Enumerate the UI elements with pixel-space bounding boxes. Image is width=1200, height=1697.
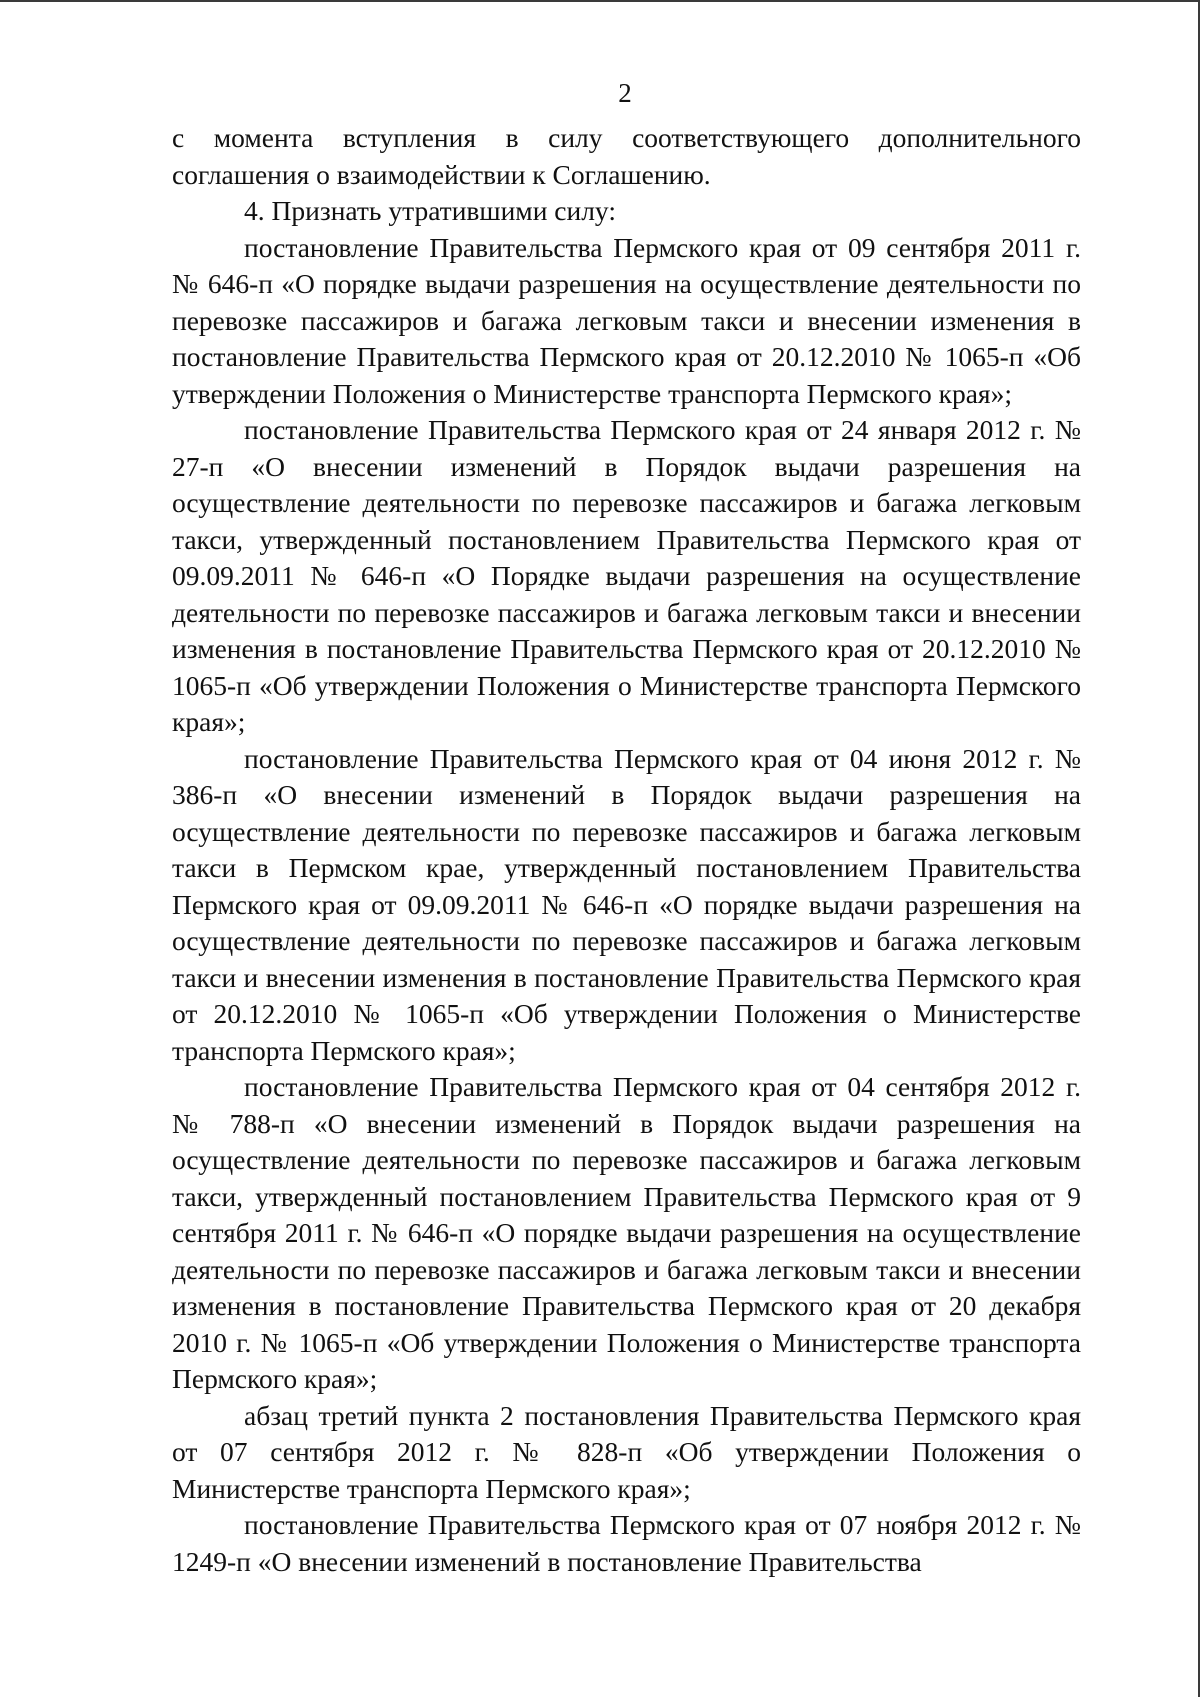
paragraph-continuation: с момента вступления в силу соответствующего дополнительного соглашения о взаимодействии к Соглашению. [172, 122, 1081, 190]
paragraph-repealed-clause-828p: абзац третий пункта 2 постановления Правительства Пермского края от 07 сентября 2012 г. № 828-п «Об утверждении Положения о Министерстве транспорта Пермского края»; [172, 1399, 1081, 1504]
paragraph-repealed-act-646p: постановление Правительства Пермского края от 09 сентября 2011 г. № 646-п «О порядке выдачи разрешения на осуществление деятельности по перевозке пассажиров и багажа легковым такси и внесении изменения в постановление Правительства Пермского края от 20.12.2010 № 1065-п «Об утверждении Положения о Министерстве транспорта Пермского края»; [172, 231, 1081, 409]
paragraph-repealed-act-386p: постановление Правительства Пермского края от 04 июня 2012 г. № 386-п «О внесении изменений в Порядок выдачи разрешения на осуществление деятельности по перевозке пассажиров и багажа легковым такси в Пермском крае, утвержденный постановлением Правительства Пермского края от 09.09.2011 № 646-п «О порядке выдачи разрешения на осуществление деятельности по перевозке пассажиров и багажа легковым такси и внесении изменения в постановление Правительства Пермского края от 20.12.2010 № 1065-п «Об утверждении Положения о Министерстве транспорта Пермского края»; [172, 742, 1081, 1066]
paragraph-repealed-act-27p: постановление Правительства Пермского края от 24 января 2012 г. № 27-п «О внесении изменений в Порядок выдачи разрешения на осуществление деятельности по перевозке пассажиров и багажа легковым такси, утвержденный постановлением Правительства Пермского края от 09.09.2011 № 646-п «О Порядке выдачи разрешения на осуществление деятельности по перевозке пассажиров и багажа легковым такси и внесении изменения в постановление Правительства Пермского края от 20.12.2010 № 1065-п «Об утверждении Положения о Министерстве транспорта Пермского края»; [172, 414, 1081, 737]
paragraph-repealed-act-1249p: постановление Правительства Пермского края от 07 ноября 2012 г. № 1249-п «О внесении изменений в постановление Правительства [172, 1509, 1081, 1577]
page-number: 2 [618, 78, 632, 108]
document-body [172, 120, 1081, 1580]
paragraph-item-4-heading: 4. Признать утратившими силу: [244, 195, 616, 226]
paragraph-repealed-act-788p: постановление Правительства Пермского края от 04 сентября 2012 г. № 788-п «О внесении изменений в Порядок выдачи разрешения на осуществление деятельности по перевозке пассажиров и багажа легковым такси, утвержденный постановлением Правительства Пермского края от 9 сентября 2011 г. № 646-п «О порядке выдачи разрешения на осуществление деятельности по перевозке пассажиров и багажа легковым такси и внесении изменения в постановление Правительства Пермского края от 20 декабря 2010 г. № 1065-п «Об утверждении Положения о Министерстве транспорта Пермского края»; [172, 1071, 1081, 1394]
